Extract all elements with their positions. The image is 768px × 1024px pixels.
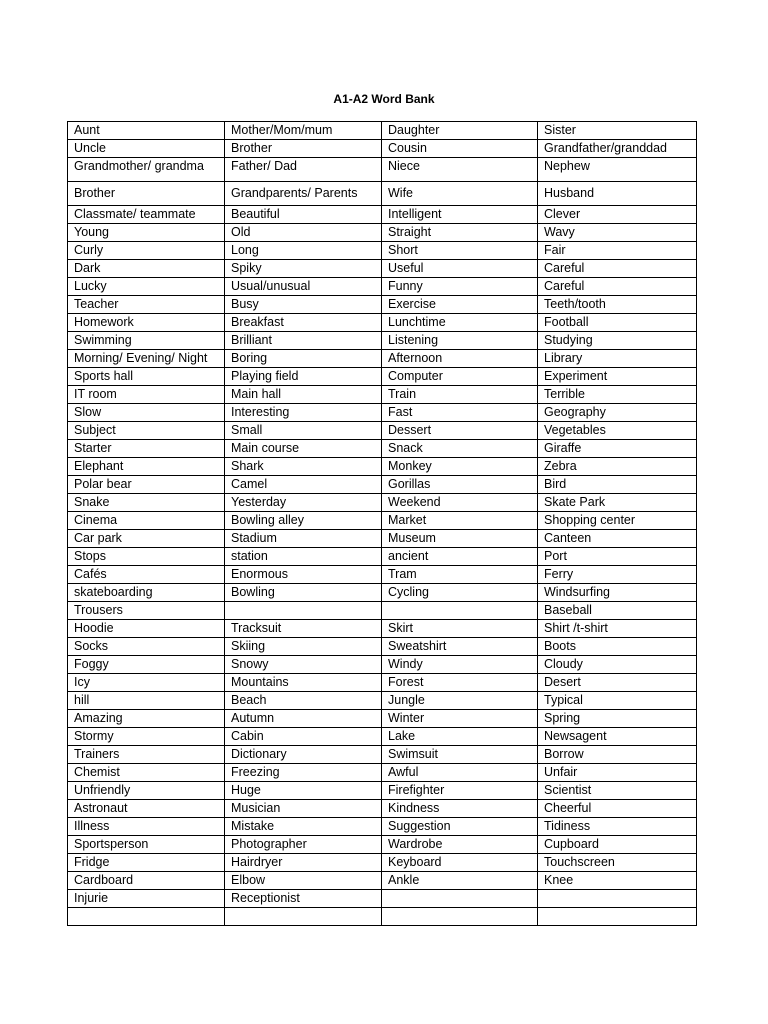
table-row: [68, 692, 697, 710]
word-cell: Boring: [225, 350, 382, 368]
word-cell: Hairdryer: [225, 854, 382, 872]
table-row: [68, 728, 697, 746]
word-cell: Dark: [68, 260, 225, 278]
word-cell: Mistake: [225, 818, 382, 836]
word-cell: Careful: [538, 260, 697, 278]
word-cell: Geography: [538, 404, 697, 422]
word-cell: Bowling alley: [225, 512, 382, 530]
word-cell: Listening: [382, 332, 538, 350]
word-cell: Elbow: [225, 872, 382, 890]
word-cell: Brother: [225, 140, 382, 158]
page-title: A1-A2 Word Bank: [333, 92, 435, 106]
word-cell: Cheerful: [538, 800, 697, 818]
word-cell: Slow: [68, 404, 225, 422]
word-cell: Museum: [382, 530, 538, 548]
word-cell: Fridge: [68, 854, 225, 872]
word-cell: Clever: [538, 206, 697, 224]
table-row: [68, 140, 697, 158]
word-cell: Experiment: [538, 368, 697, 386]
word-cell: [382, 602, 538, 620]
word-cell: Long: [225, 242, 382, 260]
word-cell: Injurie: [68, 890, 225, 908]
table-row: [68, 746, 697, 764]
word-cell: Kindness: [382, 800, 538, 818]
word-cell: Sportsperson: [68, 836, 225, 854]
word-cell: Cardboard: [68, 872, 225, 890]
table-row: [68, 548, 697, 566]
table-row: [68, 854, 697, 872]
word-cell: Polar bear: [68, 476, 225, 494]
table-row: [68, 422, 697, 440]
table-row: [68, 800, 697, 818]
word-cell: Football: [538, 314, 697, 332]
table-row: [68, 782, 697, 800]
word-cell: Mountains: [225, 674, 382, 692]
word-cell: Skate Park: [538, 494, 697, 512]
table-row: [68, 566, 697, 584]
word-cell: Teacher: [68, 296, 225, 314]
word-cell: Stops: [68, 548, 225, 566]
word-cell: Afternoon: [382, 350, 538, 368]
word-cell: Beach: [225, 692, 382, 710]
word-cell: [538, 890, 697, 908]
word-cell: Cupboard: [538, 836, 697, 854]
word-bank-table: [67, 121, 697, 926]
word-cell: Interesting: [225, 404, 382, 422]
word-cell: IT room: [68, 386, 225, 404]
word-cell: Baseball: [538, 602, 697, 620]
word-cell: [68, 908, 225, 926]
word-cell: Camel: [225, 476, 382, 494]
word-cell: Lake: [382, 728, 538, 746]
word-cell: Unfriendly: [68, 782, 225, 800]
word-cell: Canteen: [538, 530, 697, 548]
word-cell: Hoodie: [68, 620, 225, 638]
word-cell: Boots: [538, 638, 697, 656]
word-cell: Tidiness: [538, 818, 697, 836]
word-cell: Useful: [382, 260, 538, 278]
word-cell: Cafés: [68, 566, 225, 584]
word-cell: Snowy: [225, 656, 382, 674]
word-cell: Teeth/tooth: [538, 296, 697, 314]
word-cell: Brilliant: [225, 332, 382, 350]
word-cell: Cabin: [225, 728, 382, 746]
word-cell: Photographer: [225, 836, 382, 854]
table-row: [68, 260, 697, 278]
word-cell: Small: [225, 422, 382, 440]
word-cell: Gorillas: [382, 476, 538, 494]
word-cell: Lunchtime: [382, 314, 538, 332]
word-cell: Busy: [225, 296, 382, 314]
word-cell: Cousin: [382, 140, 538, 158]
table-row: [68, 332, 697, 350]
word-cell: Terrible: [538, 386, 697, 404]
word-cell: Suggestion: [382, 818, 538, 836]
table-row: [68, 494, 697, 512]
word-cell: Intelligent: [382, 206, 538, 224]
word-cell: Old: [225, 224, 382, 242]
word-cell: Fair: [538, 242, 697, 260]
word-cell: Dictionary: [225, 746, 382, 764]
word-cell: Weekend: [382, 494, 538, 512]
word-cell: Library: [538, 350, 697, 368]
word-cell: hill: [68, 692, 225, 710]
word-cell: Playing field: [225, 368, 382, 386]
word-cell: Freezing: [225, 764, 382, 782]
word-cell: Touchscreen: [538, 854, 697, 872]
word-cell: Windy: [382, 656, 538, 674]
table-row: [68, 836, 697, 854]
word-cell: Bowling: [225, 584, 382, 602]
word-cell: Uncle: [68, 140, 225, 158]
table-row: [68, 476, 697, 494]
word-cell: Computer: [382, 368, 538, 386]
word-cell: Windsurfing: [538, 584, 697, 602]
word-cell: [225, 602, 382, 620]
word-cell: Grandparents/ Parents: [225, 182, 382, 206]
table-row: [68, 182, 697, 206]
word-cell: Straight: [382, 224, 538, 242]
word-cell: Dessert: [382, 422, 538, 440]
word-cell: Wavy: [538, 224, 697, 242]
word-cell: Forest: [382, 674, 538, 692]
word-cell: [225, 908, 382, 926]
word-cell: Breakfast: [225, 314, 382, 332]
word-cell: Ankle: [382, 872, 538, 890]
table-row: [68, 404, 697, 422]
word-cell: Wardrobe: [382, 836, 538, 854]
word-cell: Train: [382, 386, 538, 404]
word-cell: [382, 890, 538, 908]
word-cell: Snake: [68, 494, 225, 512]
table-row: [68, 818, 697, 836]
word-cell: Niece: [382, 158, 538, 182]
table-row: [68, 122, 697, 140]
word-cell: Typical: [538, 692, 697, 710]
table-row: [68, 584, 697, 602]
word-cell: Trousers: [68, 602, 225, 620]
table-row: [68, 242, 697, 260]
word-cell: Subject: [68, 422, 225, 440]
word-cell: Desert: [538, 674, 697, 692]
word-cell: Chemist: [68, 764, 225, 782]
word-cell: Newsagent: [538, 728, 697, 746]
word-cell: Elephant: [68, 458, 225, 476]
word-cell: Unfair: [538, 764, 697, 782]
word-cell: Classmate/ teammate: [68, 206, 225, 224]
word-cell: Wife: [382, 182, 538, 206]
table-row: [68, 458, 697, 476]
word-cell: Socks: [68, 638, 225, 656]
table-row: [68, 656, 697, 674]
word-cell: Monkey: [382, 458, 538, 476]
word-cell: Lucky: [68, 278, 225, 296]
word-cell: Market: [382, 512, 538, 530]
table-row: [68, 440, 697, 458]
word-cell: Sweatshirt: [382, 638, 538, 656]
table-row: [68, 872, 697, 890]
word-cell: Stadium: [225, 530, 382, 548]
table-row: [68, 158, 697, 182]
table-row: [68, 764, 697, 782]
table-row: [68, 530, 697, 548]
word-cell: Skirt: [382, 620, 538, 638]
word-cell: ancient: [382, 548, 538, 566]
table-row: [68, 206, 697, 224]
word-cell: Starter: [68, 440, 225, 458]
word-cell: Mother/Mom/mum: [225, 122, 382, 140]
word-cell: Car park: [68, 530, 225, 548]
word-cell: Studying: [538, 332, 697, 350]
word-cell: Snack: [382, 440, 538, 458]
word-cell: Firefighter: [382, 782, 538, 800]
word-cell: Autumn: [225, 710, 382, 728]
word-cell: Short: [382, 242, 538, 260]
word-cell: Husband: [538, 182, 697, 206]
word-cell: Shopping center: [538, 512, 697, 530]
word-cell: Fast: [382, 404, 538, 422]
word-cell: Daughter: [382, 122, 538, 140]
word-cell: Skiing: [225, 638, 382, 656]
word-cell: Cinema: [68, 512, 225, 530]
word-cell: Funny: [382, 278, 538, 296]
word-cell: Keyboard: [382, 854, 538, 872]
table-row: [68, 674, 697, 692]
word-cell: Vegetables: [538, 422, 697, 440]
word-cell: Homework: [68, 314, 225, 332]
word-cell: Enormous: [225, 566, 382, 584]
table-row: [68, 512, 697, 530]
word-cell: station: [225, 548, 382, 566]
word-cell: Bird: [538, 476, 697, 494]
word-cell: Swimming: [68, 332, 225, 350]
table-row: [68, 638, 697, 656]
word-cell: Sports hall: [68, 368, 225, 386]
word-cell: Usual/unusual: [225, 278, 382, 296]
word-bank-body: [68, 122, 697, 926]
word-cell: Awful: [382, 764, 538, 782]
word-cell: Huge: [225, 782, 382, 800]
word-cell: Stormy: [68, 728, 225, 746]
word-cell: Spring: [538, 710, 697, 728]
word-cell: skateboarding: [68, 584, 225, 602]
word-cell: Aunt: [68, 122, 225, 140]
table-row: [68, 620, 697, 638]
table-row: [68, 224, 697, 242]
word-cell: Main course: [225, 440, 382, 458]
table-row: [68, 602, 697, 620]
word-cell: [538, 908, 697, 926]
word-cell: Borrow: [538, 746, 697, 764]
word-cell: Swimsuit: [382, 746, 538, 764]
table-row: [68, 278, 697, 296]
word-cell: Shirt /t-shirt: [538, 620, 697, 638]
table-row: [68, 368, 697, 386]
table-row: [68, 890, 697, 908]
word-cell: Astronaut: [68, 800, 225, 818]
word-cell: Illness: [68, 818, 225, 836]
word-cell: Beautiful: [225, 206, 382, 224]
word-cell: Brother: [68, 182, 225, 206]
table-row: [68, 386, 697, 404]
word-cell: Cloudy: [538, 656, 697, 674]
word-cell: Trainers: [68, 746, 225, 764]
word-cell: Father/ Dad: [225, 158, 382, 182]
word-cell: Winter: [382, 710, 538, 728]
word-cell: Careful: [538, 278, 697, 296]
word-cell: Shark: [225, 458, 382, 476]
word-cell: Scientist: [538, 782, 697, 800]
table-row: [68, 908, 697, 926]
word-cell: Foggy: [68, 656, 225, 674]
word-cell: Tram: [382, 566, 538, 584]
word-cell: Grandmother/ grandma: [68, 158, 225, 182]
word-cell: Ferry: [538, 566, 697, 584]
table-row: [68, 710, 697, 728]
word-cell: Grandfather/granddad: [538, 140, 697, 158]
word-cell: Nephew: [538, 158, 697, 182]
table-row: [68, 350, 697, 368]
table-row: [68, 314, 697, 332]
word-cell: Yesterday: [225, 494, 382, 512]
word-cell: Knee: [538, 872, 697, 890]
word-cell: Main hall: [225, 386, 382, 404]
word-cell: Young: [68, 224, 225, 242]
word-cell: Tracksuit: [225, 620, 382, 638]
word-cell: Sister: [538, 122, 697, 140]
word-cell: Port: [538, 548, 697, 566]
word-cell: [382, 908, 538, 926]
word-cell: Exercise: [382, 296, 538, 314]
word-cell: Musician: [225, 800, 382, 818]
word-cell: Jungle: [382, 692, 538, 710]
word-cell: Morning/ Evening/ Night: [68, 350, 225, 368]
word-cell: Zebra: [538, 458, 697, 476]
word-cell: Giraffe: [538, 440, 697, 458]
table-row: [68, 296, 697, 314]
word-cell: Amazing: [68, 710, 225, 728]
word-cell: Icy: [68, 674, 225, 692]
word-cell: Cycling: [382, 584, 538, 602]
word-cell: Receptionist: [225, 890, 382, 908]
word-cell: Spiky: [225, 260, 382, 278]
word-cell: Curly: [68, 242, 225, 260]
